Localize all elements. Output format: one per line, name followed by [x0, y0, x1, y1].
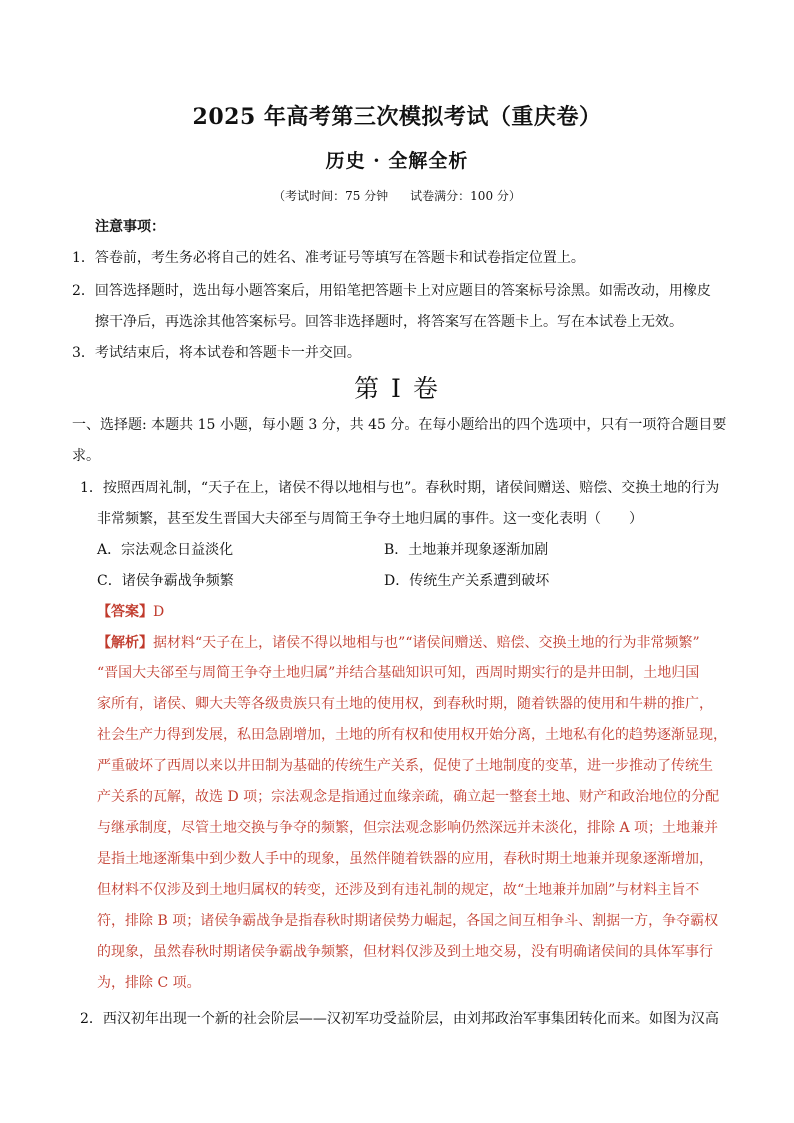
notice-title: 注意事项：	[95, 219, 165, 235]
q1-analysis-line-10: 符，排除 B 项；诸侯争霸战争是指春秋时期诸侯势力崛起，各国之间互相争斗、割据一方，争夺霸权	[97, 913, 719, 929]
q1-analysis-line-4: 社会生产力得到发展，私田急剧增加，土地的所有权和使用权开始分离，土地私有化的趋势逐渐显现，	[97, 727, 727, 743]
q1-analysis-line-5: 严重破坏了西周以来以井田制为基础的传统生产关系，促使了土地制度的变革，进一步推动了传统生	[97, 758, 713, 774]
q1-stem-cont: 非常频繁，甚至发生晋国大夫郤至与周简王争夺土地归属的事件。这一变化表明（ ）	[97, 511, 643, 527]
q2-stem: 2．西汉初年出现一个新的社会阶层——汉初军功受益阶层，由刘邦政治军事集团转化而来。如图为汉高	[80, 1011, 719, 1027]
q1-analysis-line-11: 的现象，虽然春秋时期诸侯争霸战争频繁，但材料仅涉及到土地交易，没有明确诸侯间的具体军事行	[97, 944, 713, 960]
section-intro-cont: 求。	[72, 448, 100, 464]
q1-option-d: D．传统生产关系遭到破坏	[384, 573, 550, 589]
section-intro: 一、选择题: 本题共 15 小题，每小题 3 分，共 45 分。在每小题给出的四个选项中，只有一项符合题目要	[72, 417, 727, 433]
answer-value: D	[153, 604, 165, 620]
answer-tag: 【答案】	[97, 604, 153, 620]
q1-analysis-line-8: 是指土地逐渐集中到少数人手中的现象，虽然伴随着铁器的应用，春秋时期土地兼并现象逐渐增加，	[97, 851, 713, 867]
analysis-tag: 【解析】	[97, 635, 153, 651]
q1-option-c: C．诸侯争霸战争频繁	[97, 573, 234, 589]
q1-option-b: B．土地兼并现象逐渐加剧	[384, 542, 549, 558]
q1-analysis-line-7: 与继承制度，尽管土地交换与争夺的频繁，但宗法观念影响仍然深远并未淡化，排除 A 项；土地兼并	[97, 820, 719, 836]
q1-analysis-line-6: 产关系的瓦解，故选 D 项；宗法观念是指通过血缘亲疏，确立起一整套土地、财产和政治地位的分配	[97, 789, 720, 805]
exam-info	[0, 187, 794, 204]
q1-analysis-line-1: 【解析】据材料“天子在上，诸侯不得以地相与也”“诸侯间赠送、赔偿、交换土地的行为非常频繁”	[97, 635, 700, 651]
q1-analysis-line-2: “晋国大夫郤至与周简王争夺土地归属”并结合基础知识可知，西周时期实行的是井田制，土地归国	[97, 665, 700, 681]
q1-analysis-line-12: 为，排除 C 项。	[97, 975, 201, 991]
q1-option-a: A．宗法观念日益淡化	[97, 542, 234, 558]
notice-item-1: 1．答卷前，考生务必将自己的姓名、准考证号等填写在答题卡和试卷指定位置上。	[72, 250, 585, 266]
q1-analysis-line-9: 但材料不仅涉及到土地归属权的转变，还涉及到有违礼制的规定，故“土地兼并加剧”与材料主旨不	[97, 882, 700, 898]
notice-item-2: 2．回答选择题时，选出每小题答案后，用铅笔把答题卡上对应题目的答案标号涂黑。如需改动，用橡皮	[72, 283, 711, 299]
exam-score: 试卷满分：100 分）	[410, 189, 521, 203]
q1-stem: 1．按照西周礼制，“天子在上，诸侯不得以地相与也”。春秋时期，诸侯间赠送、赔偿、交换土地的行为	[80, 480, 720, 496]
q1-analysis-line-3: 家所有，诸侯、卿大夫等各级贵族只有土地的使用权，到春秋时期，随着铁器的使用和牛耕的推广，	[97, 696, 713, 712]
section-title: 第 I 卷	[354, 374, 440, 403]
notice-item-2-cont: 擦干净后，再选涂其他答案标号。回答非选择题时，将答案写在答题卡上。写在本试卷上无效。	[95, 314, 683, 330]
notice-item-3: 3．考试结束后，将本试卷和答题卡一并交回。	[72, 345, 361, 361]
page-subtitle: 历史 · 全解全析	[325, 150, 469, 172]
q1-answer	[97, 603, 164, 621]
exam-time: （考试时间：75 分钟	[273, 189, 389, 203]
page-title: 2025 年高考第三次模拟考试（重庆卷）	[192, 104, 602, 130]
